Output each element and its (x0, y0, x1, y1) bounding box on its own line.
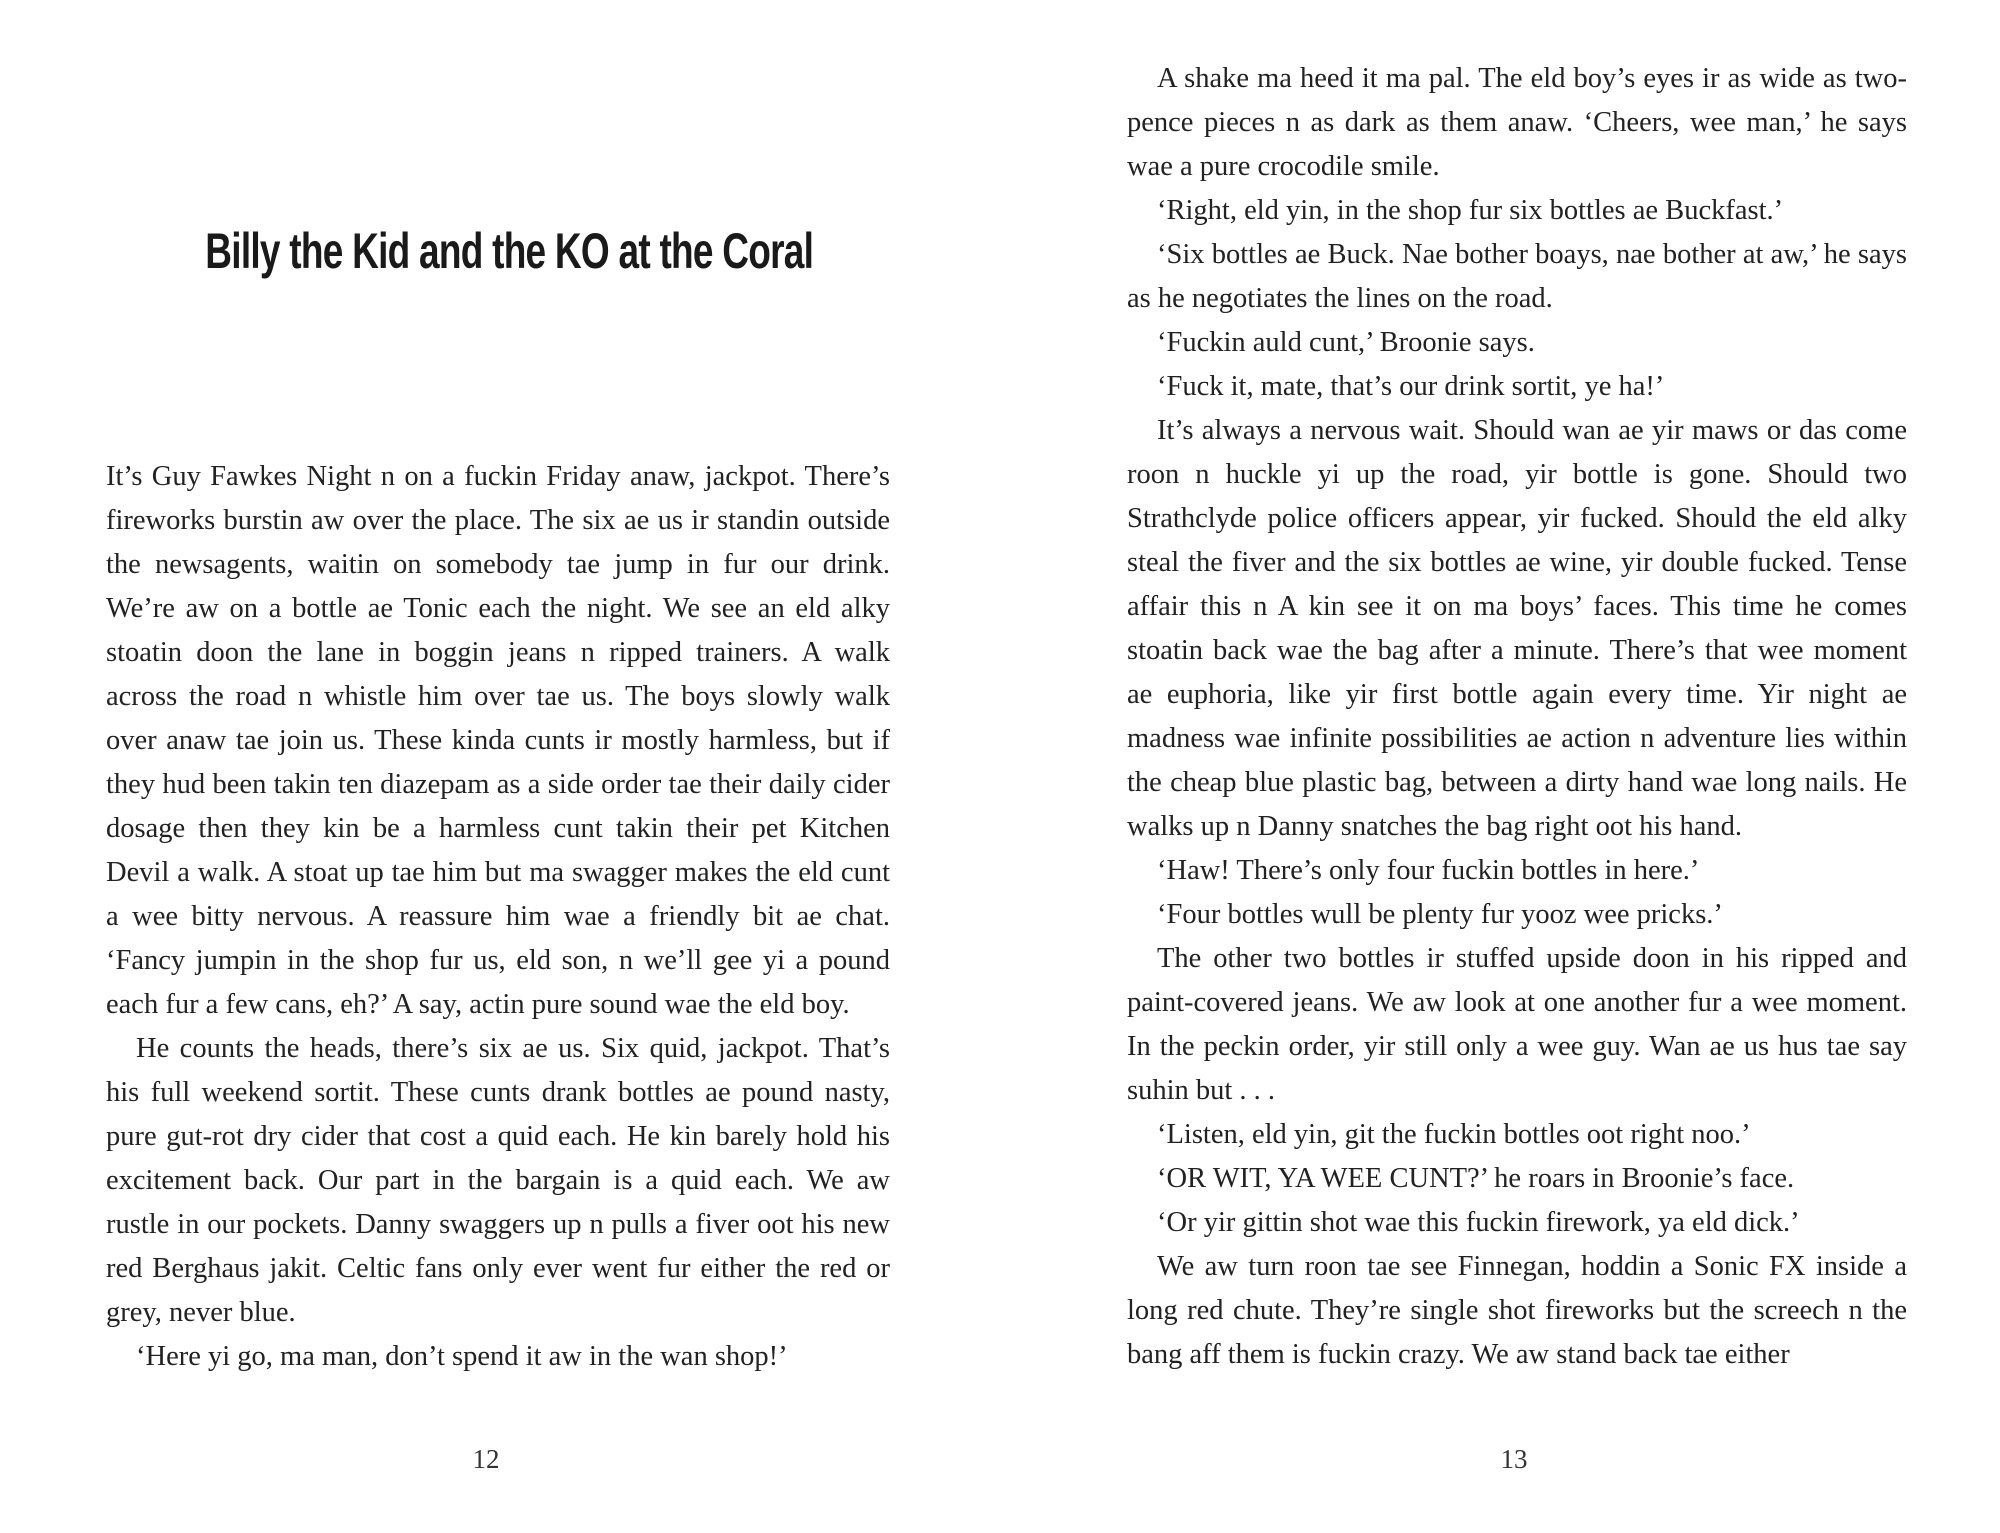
paragraph: The other two bottles ir stuffed upside doon in his ripped and paint-covered jeans. We aw look at one another fur a wee moment. In the peckin order, yir still only a wee guy. Wan ae us hus tae say suhin but . . . (1127, 943, 1907, 1106)
paragraph: ‘Here yi go, ma man, don’t spend it aw in the wan shop!’ (136, 1341, 788, 1372)
paragraph: He counts the heads, there’s six ae us. Six quid, jackpot. That’s his full weekend sortit. These cunts drank bottles ae pound nasty, pure gut-rot dry cider that cost a quid each. He kin barely hold his excitement back. Our part in the bargain is a quid each. We aw rustle in our pockets. Danny swaggers up n pulls a fiver oot his new red Berghaus jakit. Celtic fans only ever went fur either the red or grey, never blue. (106, 1033, 890, 1328)
paragraph: ‘Fuckin auld cunt,’ Broonie says. (1157, 327, 1535, 358)
paragraph: ‘Listen, eld yin, git the fuckin bottles oot right noo.’ (1157, 1119, 1751, 1150)
paragraph: ‘OR WIT, YA WEE CUNT?’ he roars in Broonie’s face. (1157, 1163, 1795, 1194)
right-page-body (1127, 57, 1907, 1377)
paragraph: ‘Fuck it, mate, that’s our drink sortit, ye ha!’ (1157, 371, 1665, 402)
right-page (1000, 0, 2000, 1533)
paragraph: ‘Haw! There’s only four fuckin bottles in here.’ (1157, 855, 1700, 886)
paragraph: ‘Four bottles wull be plenty fur yooz wee pricks.’ (1157, 899, 1723, 930)
chapter-title: Billy the Kid and the KO at the Coral (205, 223, 814, 279)
page-number: 12 (472, 1444, 500, 1474)
left-page-body (106, 455, 890, 1379)
paragraph: ‘Right, eld yin, in the shop fur six bottles ae Buckfast.’ (1157, 195, 1784, 226)
paragraph: It’s always a nervous wait. Should wan ae yir maws or das come roon n huckle yi up the road, yir bottle is gone. Should two Strathclyde police officers appear, yir fucked. Should the eld alky steal the fiver and the six bottles ae wine, yir double fucked. Tense affair this n A kin see it on ma boys’ faces. This time he comes stoatin back wae the bag after a minute. There’s that wee moment ae euphoria, like yir first bottle again every time. Yir night ae madness wae infinite possibilities ae action n adventure lies within the cheap blue plastic bag, between a dirty hand wae long nails. He walks up n Danny snatches the bag right oot his hand. (1127, 415, 1907, 842)
paragraph: ‘Or yir gittin shot wae this fuckin firework, ya eld dick.’ (1157, 1207, 1800, 1238)
paragraph: ‘Six bottles ae Buck. Nae bother boays, nae bother at aw,’ he says as he negotiates the lines on the road. (1127, 239, 1907, 314)
paragraph: A shake ma heed it ma pal. The eld boy’s eyes ir as wide as two-pence pieces n as dark as them anaw. ‘Cheers, wee man,’ he says wae a pure crocodile smile. (1127, 63, 1907, 182)
page-number: 13 (1500, 1444, 1528, 1474)
paragraph: It’s Guy Fawkes Night n on a fuckin Friday anaw, jackpot. There’s fireworks burstin aw over the place. The six ae us ir standin outside the newsagents, waitin on somebody tae jump in fur our drink. We’re aw on a bottle ae Tonic each the night. We see an eld alky stoatin doon the lane in boggin jeans n ripped trainers. A walk across the road n whistle him over tae us. The boys slowly walk over anaw tae join us. These kinda cunts ir mostly harmless, but if they hud been takin ten diazepam as a side order tae their daily cider dosage then they kin be a harmless cunt takin their pet Kitchen Devil a walk. A stoat up tae him but ma swagger makes the eld cunt a wee bitty nervous. A reassure him wae a friendly bit ae chat. ‘Fancy jumpin in the shop fur us, eld son, n we’ll gee yi a pound each fur a few cans, eh?’ A say, actin pure sound wae the eld boy. (106, 461, 890, 1020)
paragraph: We aw turn roon tae see Finnegan, hoddin a Sonic FX inside a long red chute. They’re single shot fireworks but the screech n the bang aff them is fuckin crazy. We aw stand back tae either (1127, 1251, 1907, 1370)
